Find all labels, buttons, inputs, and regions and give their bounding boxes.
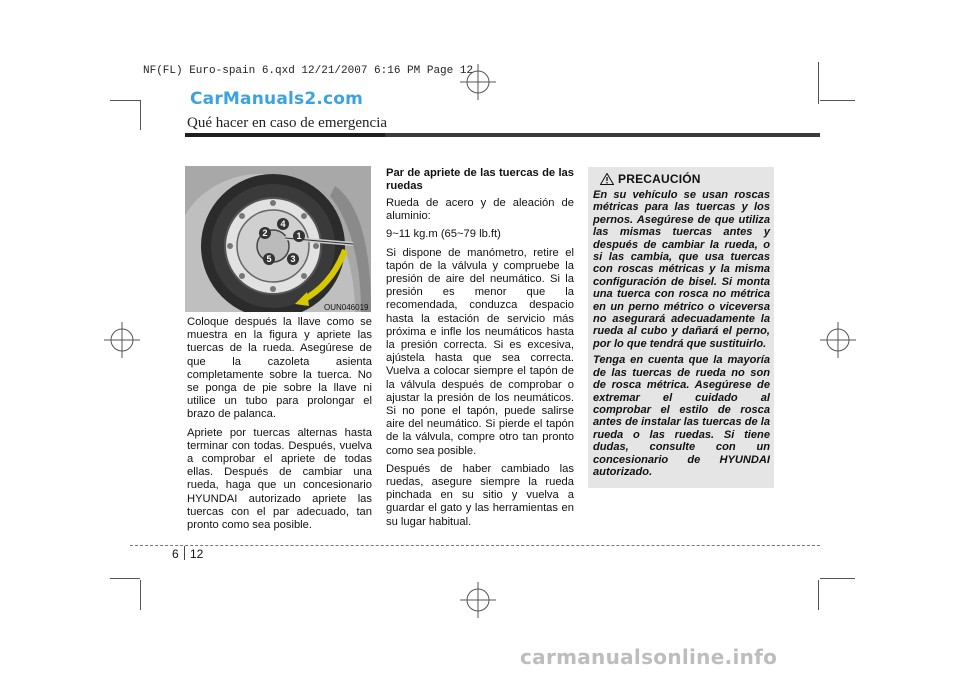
figure-caption: OUN046019 [324, 303, 369, 312]
column-2 [386, 167, 574, 534]
nut-number-5: 5 [266, 254, 272, 264]
wheel-wrench-illustration [185, 166, 371, 312]
registration-mark-icon [104, 322, 140, 358]
registration-mark-icon [820, 322, 856, 358]
nut-number-1: 1 [296, 231, 302, 241]
nut-number-4: 4 [280, 219, 286, 229]
paragraph: Si dispone de manómetro, retire el tapón de la válvula y compruebe la presión de aire del neumático. Si la presión es menor que la recomendada, conduzca despacio hasta la estación de servicio más próxima e infle los neumáticos hasta la presión correcta. Si es excesiva, ajústela hasta que sea correcta. Vuelva a colocar siempre el tapón de la válvula después de comprobar o ajustar la presión de los neumáticos. Si no pone el tapón, puede salirse aire del neumático. Si pierde el tapón de la válvula, compre otro tan pronto como sea posible. [386, 246, 574, 457]
torque-value: 9~11 kg.m (65~79 lb.ft) [386, 228, 501, 241]
paragraph: Coloque después la llave como se muestra en la figura y apriete las tuercas de la rueda. Asegúrese de que la cazoleta asienta completamente sobre la tuerca. No se ponga de pie sobre la llave ni utilice un tubo para prolongar el brazo de palanca. [187, 316, 372, 421]
footer-divider [184, 546, 185, 560]
watermark-top[interactable]: CarManuals2.com [190, 89, 364, 109]
caution-paragraph: Tenga en cuenta que la mayoría de las tuercas de rueda no son de rosca métrica. Asegúrese de extremar el cuidado al comprobar el estilo de rosca antes de instalar las tuercas de la rueda o las ruedas. Si tiene dudas, consulte con un concesionario de HYUNDAI autorizado. [593, 354, 770, 478]
torque-heading: Par de apriete de las tuercas de las ruedas [386, 167, 574, 192]
caution-text [593, 189, 770, 482]
nut-number-2: 2 [262, 228, 268, 238]
file-header: NF(FL) Euro-spain 6.qxd 12/21/2007 6:16 PM Page 12 [143, 65, 474, 77]
caution-header [600, 172, 701, 186]
chapter-number: 6 [172, 547, 179, 561]
footer-rule [130, 545, 820, 546]
registration-mark-icon [460, 582, 496, 618]
paragraph: Después de haber cambiado las ruedas, asegure siempre la rueda pinchada en su sitio y vuelva a guardar el gato y las herramientas en su lugar habitual. [386, 462, 574, 528]
paragraph: Apriete por tuercas alternas hasta terminar con todas. Después, vuelva a comprobar el apriete de todas ellas. Después de cambiar una rueda, haga que un concesionario HYUNDAI autorizado apriete las tuercas con el par adecuado, tan pronto como sea posible. [187, 426, 372, 532]
page-number: 12 [190, 547, 204, 561]
paragraph: Rueda de acero y de aleación de aluminio: [386, 197, 574, 223]
caution-paragraph: En su vehículo se usan roscas métricas para las tuercas y los pernos. Asegúrese de que utiliza las mismas tuercas antes y después de cambiar la rueda, o si las cambia, que usa tuercas con roscas métricas y la misma configuración de bisel. Si monta una tuerca con rosca no métrica en un perno métrico o viceversa no asegurará adecuadamente la rueda al cubo y dañará el perno, por lo que tendrá que sustituirlo. [593, 189, 770, 350]
caution-title: PRECAUCIÓN [618, 172, 701, 186]
title-rule-accent [185, 133, 385, 137]
nut-number-3: 3 [290, 254, 296, 264]
section-title: Qué hacer en caso de emergencia [187, 115, 388, 131]
warning-triangle-icon [600, 173, 614, 185]
watermark-bottom[interactable]: carmanualsonline.info [520, 645, 778, 669]
column-1 [187, 316, 372, 537]
